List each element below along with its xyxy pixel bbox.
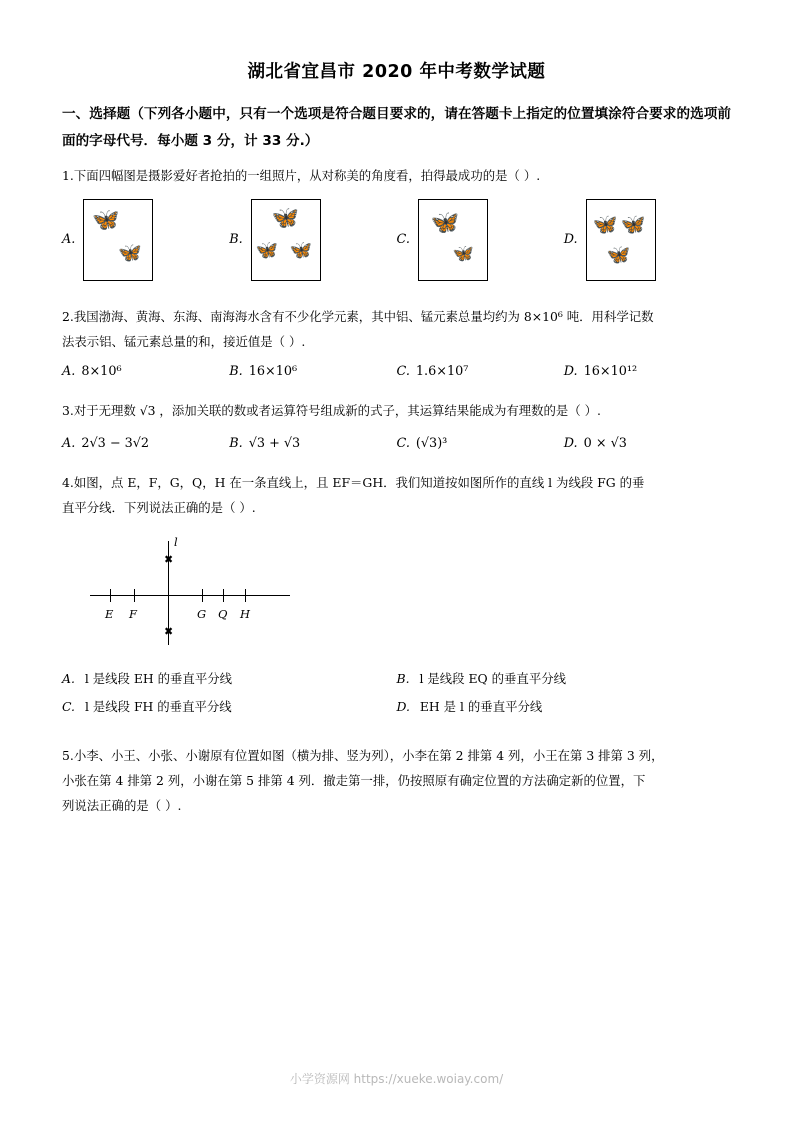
option-value: 8×10⁶ bbox=[81, 364, 122, 380]
question-3-option-b[interactable] bbox=[229, 436, 396, 451]
option-value: √3 + √3 bbox=[248, 436, 301, 452]
option-label: D. bbox=[563, 436, 578, 452]
butterfly-icon: 🦋 bbox=[606, 243, 631, 266]
option-value: (√3)³ bbox=[415, 436, 448, 452]
tick-q bbox=[223, 589, 224, 602]
option-label: A. bbox=[62, 436, 76, 452]
question-3-options bbox=[62, 436, 731, 451]
question-1-body: 下面四幅图是摄影爱好者抢拍的一组照片，从对称美的角度看，拍得最成功的是（ ）. bbox=[73, 168, 541, 183]
point-label-e: E bbox=[105, 606, 114, 621]
figure-label-l: l bbox=[174, 534, 178, 549]
point-label-q: Q bbox=[218, 606, 228, 621]
option-label: B. bbox=[229, 364, 243, 380]
question-2-options bbox=[62, 364, 731, 379]
question-2-option-a[interactable] bbox=[62, 364, 229, 379]
question-2-line2: 法表示铝、锰元素总量的和，接近值是（ ）. bbox=[62, 333, 306, 349]
butterfly-card-c bbox=[418, 199, 488, 281]
option-label: D. bbox=[563, 364, 578, 380]
option-value: 1.6×10⁷ bbox=[415, 364, 469, 380]
question-1-text bbox=[62, 164, 731, 189]
question-5-line2: 小张在第 4 排第 2 列，小谢在第 5 排第 4 列．撤走第一排，仍按照原有确定位置的方法确定新的位置，下 bbox=[62, 772, 646, 788]
question-5-line3: 列说法正确的是（ ）. bbox=[62, 797, 182, 813]
butterfly-card-a bbox=[83, 199, 153, 281]
cross-mark-bottom: ✖ bbox=[164, 624, 174, 638]
figure-option-b bbox=[229, 199, 396, 281]
question-4-figure bbox=[90, 535, 390, 653]
question-2-option-b[interactable] bbox=[229, 364, 396, 379]
option-value: 16×10⁶ bbox=[248, 364, 298, 380]
footer-watermark: 小学资源网 https://xueke.woiay.com/ bbox=[289, 1072, 504, 1086]
option-label: C. bbox=[396, 436, 410, 452]
question-4-options bbox=[62, 665, 731, 722]
question-3-number: 3. bbox=[62, 403, 74, 419]
option-value: l 是线段 EQ 的垂直平分线 bbox=[419, 670, 566, 686]
option-value: EH 是 l 的垂直平分线 bbox=[419, 699, 543, 715]
option-value: 2√3 − 3√2 bbox=[81, 436, 150, 452]
butterfly-icon: 🦋 bbox=[452, 243, 475, 264]
horizontal-line bbox=[90, 595, 290, 596]
butterfly-icon: 🦋 bbox=[255, 239, 279, 261]
question-5-number: 5. bbox=[62, 747, 74, 763]
butterfly-icon: 🦋 bbox=[92, 207, 120, 233]
tick-g bbox=[202, 589, 203, 602]
question-3-body: 对于无理数 √3 ，添加关联的数或者运算符号组成新的式子，其运算结果能成为有理数的是（ ）. bbox=[73, 403, 601, 419]
question-1-figures bbox=[62, 199, 731, 281]
butterfly-icon: 🦋 bbox=[271, 205, 300, 231]
page-title: 湖北省宜昌市 2020 年中考数学试题 bbox=[247, 62, 546, 82]
section-heading: 一、选择题（下列各小题中，只有一个选项是符合题目要求的，请在答题卡上指定的位置填涂符合要求的选项前面的字母代号．每小题 3 分，计 33 分.） bbox=[62, 106, 731, 149]
question-2-text bbox=[62, 305, 731, 355]
point-label-h: H bbox=[240, 606, 251, 621]
option-value: 0 × √3 bbox=[583, 436, 627, 452]
question-4-option-a[interactable] bbox=[62, 665, 397, 694]
question-3-text bbox=[62, 399, 731, 424]
question-1-number: 1. bbox=[62, 168, 74, 183]
question-4-line1: 如图，点 E，F，G，Q，H 在一条直线上，且 EF＝GH．我们知道按如图所作的直线 l 为线段 FG 的垂 bbox=[73, 475, 645, 491]
option-value: l 是线段 FH 的垂直平分线 bbox=[84, 699, 232, 715]
tick-h bbox=[245, 589, 246, 602]
question-2-option-c[interactable] bbox=[397, 364, 564, 379]
cross-mark-top: ✖ bbox=[164, 552, 174, 566]
question-2-number: 2. bbox=[62, 308, 74, 324]
question-5-line1: 小李、小王、小张、小谢原有位置如图（横为排、竖为列），小李在第 2 排第 4 列，小王在第 3 排第 3 列， bbox=[73, 747, 664, 763]
question-2-line1: 我国渤海、黄海、东海、南海海水含有不少化学元素，其中铝、锰元素总量均约为 8×10⁶ 吨．用科学记数 bbox=[73, 308, 654, 324]
butterfly-icon: 🦋 bbox=[430, 209, 460, 236]
tick-f bbox=[134, 589, 135, 602]
question-4-line2: 直平分线．下列说法正确的是（ ）. bbox=[62, 500, 256, 516]
option-value: 16×10¹² bbox=[583, 364, 638, 380]
butterfly-card-b bbox=[251, 199, 321, 281]
tick-e bbox=[110, 589, 111, 602]
question-4-number: 4. bbox=[62, 475, 74, 491]
butterfly-icon: 🦋 bbox=[620, 211, 646, 236]
question-3-option-a[interactable] bbox=[62, 436, 229, 451]
option-label: C. bbox=[62, 699, 75, 715]
question-4-option-d[interactable] bbox=[397, 693, 732, 722]
question-3-option-c[interactable] bbox=[397, 436, 564, 451]
option-label: A. bbox=[62, 670, 75, 686]
figure-option-c bbox=[397, 199, 564, 281]
figure-label-a: A. bbox=[62, 232, 76, 248]
option-label: A. bbox=[62, 364, 76, 380]
option-label: C. bbox=[396, 364, 410, 380]
option-value: l 是线段 EH 的垂直平分线 bbox=[84, 670, 232, 686]
question-2-option-d[interactable] bbox=[564, 364, 731, 379]
figure-label-d: D. bbox=[563, 232, 578, 248]
butterfly-icon: 🦋 bbox=[289, 239, 313, 261]
option-label: B. bbox=[229, 436, 243, 452]
question-3-option-d[interactable] bbox=[564, 436, 731, 451]
figure-option-d bbox=[564, 199, 731, 281]
question-4-option-b[interactable] bbox=[397, 665, 732, 694]
butterfly-icon: 🦋 bbox=[592, 211, 618, 236]
option-label: B. bbox=[396, 670, 410, 686]
butterfly-card-d bbox=[586, 199, 656, 281]
figure-label-c: C. bbox=[396, 232, 410, 248]
question-5-text bbox=[62, 744, 731, 818]
butterfly-icon: 🦋 bbox=[118, 241, 142, 264]
figure-label-b: B. bbox=[229, 232, 243, 248]
point-label-g: G bbox=[197, 606, 207, 621]
point-label-f: F bbox=[129, 606, 137, 621]
figure-option-a bbox=[62, 199, 229, 281]
question-4-option-c[interactable] bbox=[62, 693, 397, 722]
option-label: D. bbox=[396, 699, 410, 715]
question-4-text bbox=[62, 471, 731, 521]
